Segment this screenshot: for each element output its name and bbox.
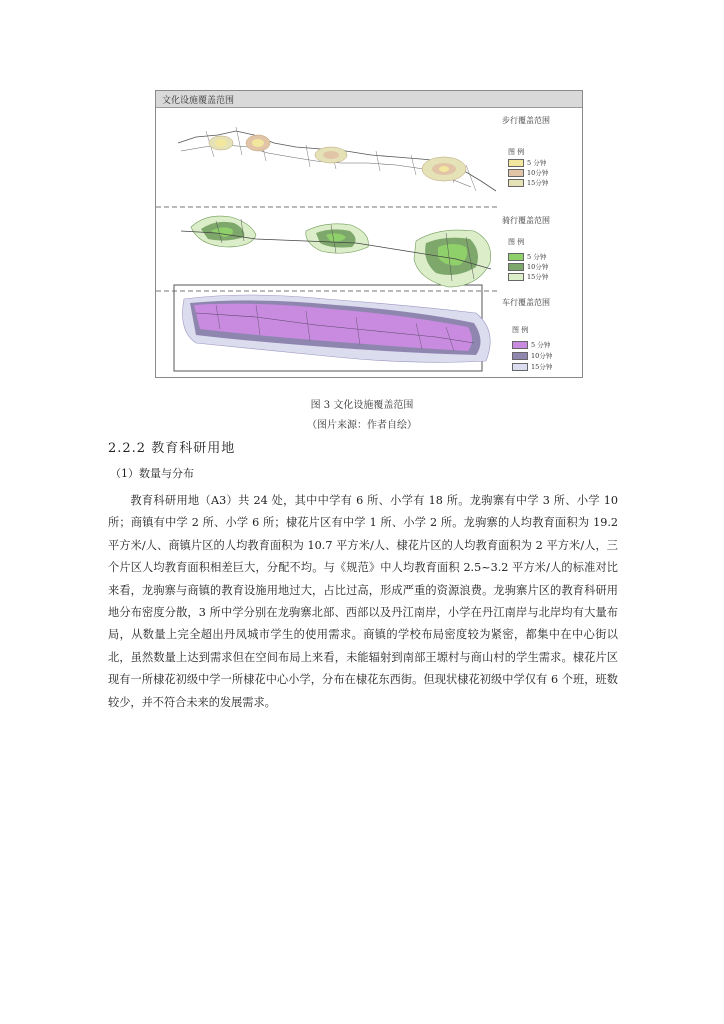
paragraph: 教育科研用地（A3）共 24 处，其中中学有 6 所、小学有 18 所。龙驹寨有中学 3 所、小学 10 所；商镇有中学 2 所、小学 6 所；棣花片区有中学 1 所、小学 2 所。龙驹寨的人均教育面积为 19.2 平方米/人、商镇片区的人均教育面积为 10.7 平方米/人、棣花片区的人均教育面积为 2 平方米/人，三个片区人均教育面积相差巨大，分配不均。与《规范》中人均教育面积 2.5~3.2 平方米/人的标准对比来看，龙驹寨与商镇的教育设施用地过大，占比过高，形成严重的资源浪费。龙驹寨片区的教育科研用地分布密度分散，3 所中学分别在龙驹寨北部、西部以及丹江南岸，小学在丹江南岸与北岸均有大量布局，从数量上完全超出丹凤城市学生的使用需求。商镇的学校布局密度较为紧密，都集中在中心街以北，虽然数量上达到需求但在空间布局上来看，未能辐射到南部王塬村与商山村的学生需求。棣花片区现有一所棣花初级中学一所棣花中心小学，分布在棣花东西街。但现状棣花初级中学仅有 6 个班，班数较少，并不符合未来的发展需求。 [108, 494, 618, 709]
legend-swatch [508, 179, 524, 187]
driving-legend-row [512, 352, 552, 360]
legend-swatch [512, 363, 528, 371]
cycling-coverage-map [181, 216, 491, 287]
cycling-legend-row [508, 263, 548, 271]
legend-label: 15分钟 [527, 273, 549, 281]
section-heading: 2.2.2 教育科研用地 [108, 441, 236, 456]
cycling-legend-row [508, 253, 546, 261]
legend-label: 10分钟 [527, 169, 549, 177]
legend-swatch [512, 341, 528, 349]
figure-title: 文化设施覆盖范围 [162, 96, 235, 106]
legend-swatch [512, 352, 528, 360]
legend-label: 15分钟 [527, 179, 549, 187]
cycling-legend-title: 图 例 [508, 238, 525, 246]
coverage-figure [155, 90, 583, 378]
walking-coverage-map [178, 127, 496, 191]
driving-legend-title: 图 例 [512, 326, 529, 334]
walking-legend-row [508, 179, 548, 187]
body-text [108, 490, 618, 714]
legend-swatch [508, 169, 524, 177]
legend-label: 10分钟 [527, 263, 549, 271]
figure-caption: 图 3 文化设施覆盖范围 [310, 400, 414, 411]
driving-legend-row [512, 341, 550, 349]
cycling-panel-label: 骑行覆盖范围 [502, 216, 550, 225]
legend-label: 10分钟 [531, 352, 553, 360]
legend-label: 5 分钟 [531, 341, 551, 349]
walking-legend-row [508, 169, 548, 177]
sub-heading: （1）数量与分布 [110, 467, 194, 480]
walking-panel-label: 步行覆盖范围 [502, 116, 550, 125]
driving-legend-row [512, 363, 552, 371]
driving-panel-label: 车行覆盖范围 [502, 298, 550, 307]
legend-swatch [508, 263, 524, 271]
cycling-legend-row [508, 273, 548, 281]
figure-source: （图片来源：作者自绘） [307, 420, 417, 431]
legend-label: 5 分钟 [527, 253, 547, 261]
legend-label: 15分钟 [531, 363, 553, 371]
legend-swatch [508, 273, 524, 281]
driving-coverage-map [183, 295, 491, 362]
legend-label: 5 分钟 [527, 159, 547, 167]
legend-swatch [508, 253, 524, 261]
legend-swatch [508, 159, 524, 167]
walking-legend-title: 图 例 [508, 148, 525, 156]
walking-legend-row [508, 159, 546, 167]
